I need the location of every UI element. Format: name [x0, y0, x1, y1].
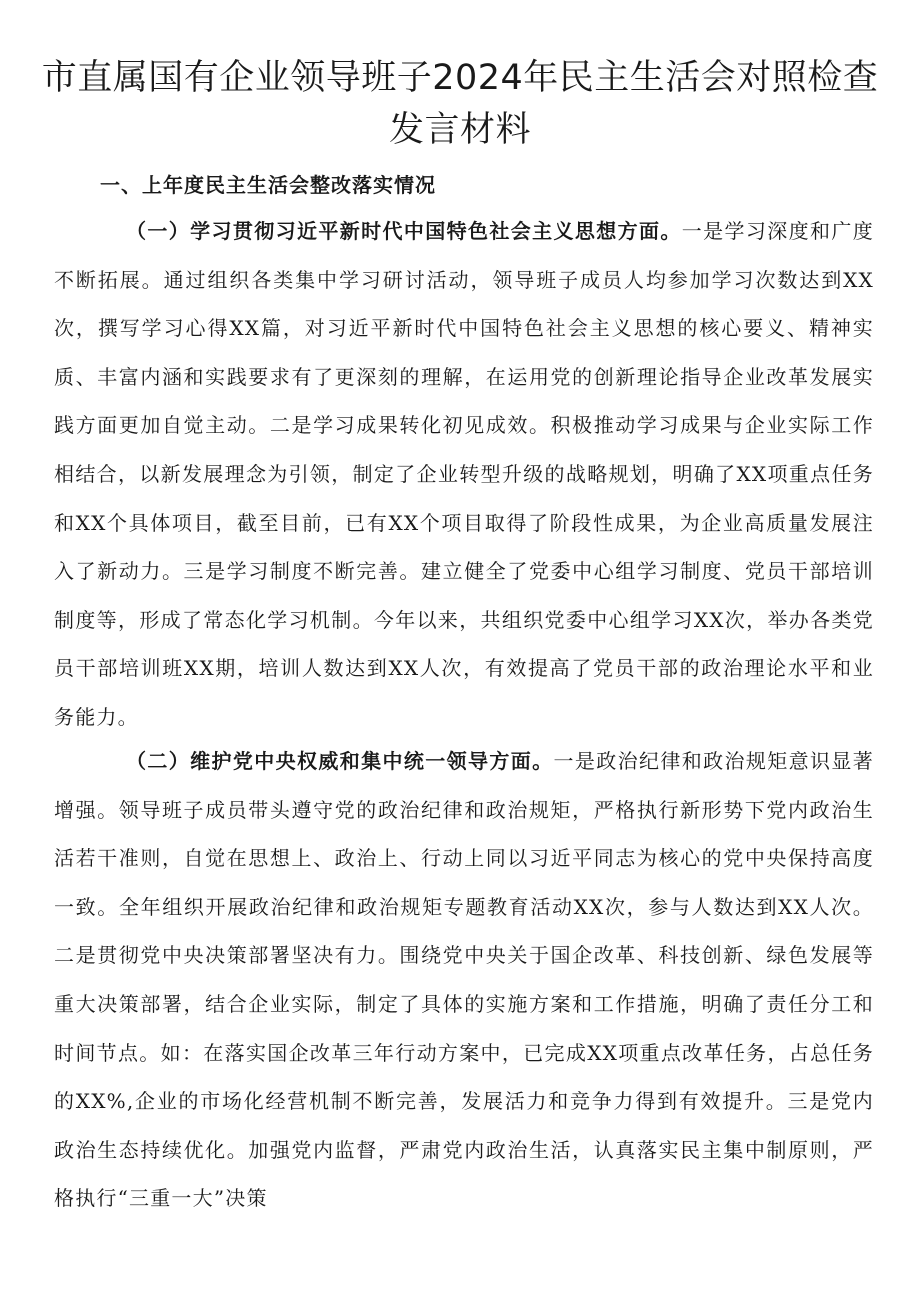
paragraph-2	[54, 737, 874, 1223]
document-title-line1: 市直属国有企业领导班子2024年民主生活会对照检查	[41, 58, 879, 98]
paragraph-2-lead: （二）维护党中央权威和集中统一领导方面。	[126, 749, 554, 773]
document-title-line2: 发言材料	[388, 110, 531, 150]
paragraph-1	[54, 207, 874, 742]
paragraph-1-lead: （一）学习贯彻习近平新时代中国特色社会主义思想方面。	[126, 219, 682, 243]
section-heading: 一、上年度民主生活会整改落实情况	[100, 173, 436, 197]
paragraph-2-body: 一是政治纪律和政治规矩意识显著增强。领导班子成员带头遵守党的政治纪律和政治规矩，严格执行新形势下党内政治生活若干准则，自觉在思想上、政治上、行动上同以习近平同志为核心的党中央保持高度一致。全年组织开展政治纪律和政治规矩专题教育活动XX次，参与人数达到XX人次。二是贯彻党中央决策部署坚决有力。围绕党中央关于国企改革、科技创新、绿色发展等重大决策部署，结合企业实际，制定了具体的实施方案和工作措施，明确了责任分工和时间节点。如：在落实国企改革三年行动方案中，已完成XX项重点改革任务，占总任务的XX%,企业的市场化经营机制不断完善，发展活力和竞争力得到有效提升。三是党内政治生态持续优化。加强党内监督，严肃党内政治生活，认真落实民主集中制原则，严格执行“三重一大”决策	[54, 749, 875, 1211]
paragraph-1-body: 一是学习深度和广度不断拓展。通过组织各类集中学习研讨活动，领导班子成员人均参加学习次数达到XX次，撰写学习心得XX篇，对习近平新时代中国特色社会主义思想的核心要义、精神实质、丰富内涵和实践要求有了更深刻的理解，在运用党的创新理论指导企业改革发展实践方面更加自觉主动。二是学习成果转化初见成效。积极推动学习成果与企业实际工作相结合，以新发展理念为引领，制定了企业转型升级的战略规划，明确了XX项重点任务和XX个具体项目，截至目前，已有XX个项目取得了阶段性成果，为企业高质量发展注入了新动力。三是学习制度不断完善。建立健全了党委中心组学习制度、党员干部培训制度等，形成了常态化学习机制。今年以来，共组织党委中心组学习XX次，举办各类党员干部培训班XX期，培训人数达到XX人次，有效提高了党员干部的政治理论水平和业务能力。	[54, 219, 874, 729]
